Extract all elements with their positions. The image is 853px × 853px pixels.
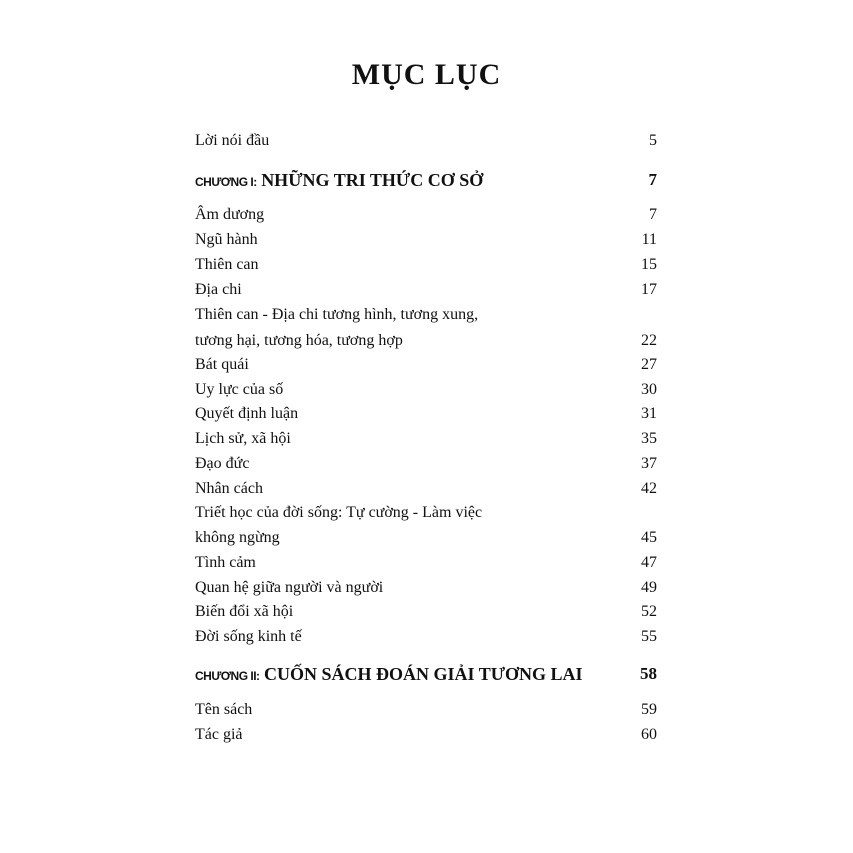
toc-entry-label-line2: không ngừng (195, 529, 280, 546)
toc-entry-label: Lịch sử, xã hội (195, 430, 291, 447)
toc-entry (195, 600, 657, 624)
toc-entry-label-line2: tương hại, tương hóa, tương hợp (195, 332, 403, 349)
toc-entry-label: Nhân cách (195, 480, 263, 497)
toc-entry-loi-noi-dau (195, 129, 657, 153)
toc-entry-page: 58 (640, 664, 657, 683)
toc-entry-page: 49 (641, 579, 657, 596)
toc-entry-page: 15 (641, 256, 657, 273)
toc-entry-page: 42 (641, 480, 657, 497)
toc-entry (195, 723, 657, 747)
toc-entry (195, 378, 657, 402)
toc-entry-page: 52 (641, 603, 657, 620)
toc-entry-label: Đạo đức (195, 455, 250, 472)
toc-entry (195, 698, 657, 722)
toc-entry-page: 30 (641, 381, 657, 398)
toc-entry-label-line1: Thiên can - Địa chi tương hình, tương xung, (195, 306, 479, 323)
toc-entry (195, 625, 657, 649)
chapter-prefix: CHƯƠNG I: (195, 175, 257, 189)
toc-entry-page: 27 (641, 356, 657, 373)
toc-entry (195, 551, 657, 575)
toc-chapter-2 (195, 662, 657, 686)
toc-entry-page: 35 (641, 430, 657, 447)
toc-entry (195, 427, 657, 451)
toc-entry-page: 55 (641, 628, 657, 645)
toc-entry-label: Ngũ hành (195, 231, 258, 248)
toc-entry-label: Âm dương (195, 206, 265, 223)
toc-entry (195, 228, 657, 252)
toc-entry-page: 31 (641, 405, 657, 422)
toc-entry (195, 402, 657, 426)
toc-entry-label: Uy lực của số (195, 381, 284, 398)
toc-entry-page: 17 (641, 281, 657, 298)
toc-entry (195, 477, 657, 501)
toc-entry (195, 353, 657, 377)
page-title: MỤC LỤC (351, 58, 502, 91)
toc-entry-label: Bát quái (195, 356, 249, 373)
toc-entry-page: 47 (641, 554, 657, 571)
chapter-prefix: CHƯƠNG II: (195, 669, 260, 683)
toc-entry-page: 11 (641, 231, 657, 248)
toc-entry-page: 22 (641, 332, 657, 349)
toc-entry-label: Lời nói đầu (195, 132, 270, 149)
toc-entry-label-line1: Triết học của đời sống: Tự cường - Làm việc (195, 504, 483, 521)
toc-entry-page: 45 (641, 529, 657, 546)
toc-entry-page: 7 (649, 206, 657, 223)
chapter-title: NHỮNG TRI THỨC CƠ SỞ (261, 170, 484, 190)
toc-entry (195, 278, 657, 302)
toc-entry-page: 5 (649, 132, 657, 149)
toc-entry-page: 60 (641, 726, 657, 743)
toc-entry (195, 576, 657, 600)
toc-entry (195, 203, 657, 227)
toc-entry-page: 37 (641, 455, 657, 472)
toc-entry-label: Đời sống kinh tế (195, 628, 302, 645)
toc-entry-label: Tình cảm (195, 554, 256, 571)
toc-entry-label: Biến đổi xã hội (195, 603, 294, 620)
toc-entry (195, 329, 657, 353)
toc-chapter-1 (195, 168, 657, 192)
toc-entry-page: 7 (648, 170, 657, 189)
toc-entry (195, 452, 657, 476)
toc-entry-page: 59 (641, 701, 657, 718)
toc-entry-label: Quyết định luận (195, 405, 299, 422)
toc-entry-label: Tác giả (195, 726, 243, 743)
chapter-title: CUỐN SÁCH ĐOÁN GIẢI TƯƠNG LAI (264, 664, 583, 684)
toc-entry-label: Quan hệ giữa người và người (195, 579, 384, 596)
toc-entry-label: Tên sách (195, 701, 253, 718)
toc-entry (195, 526, 657, 550)
toc-entry-label: Địa chi (195, 281, 242, 298)
toc-entry (195, 253, 657, 277)
toc-entry-label: Thiên can (195, 256, 259, 273)
